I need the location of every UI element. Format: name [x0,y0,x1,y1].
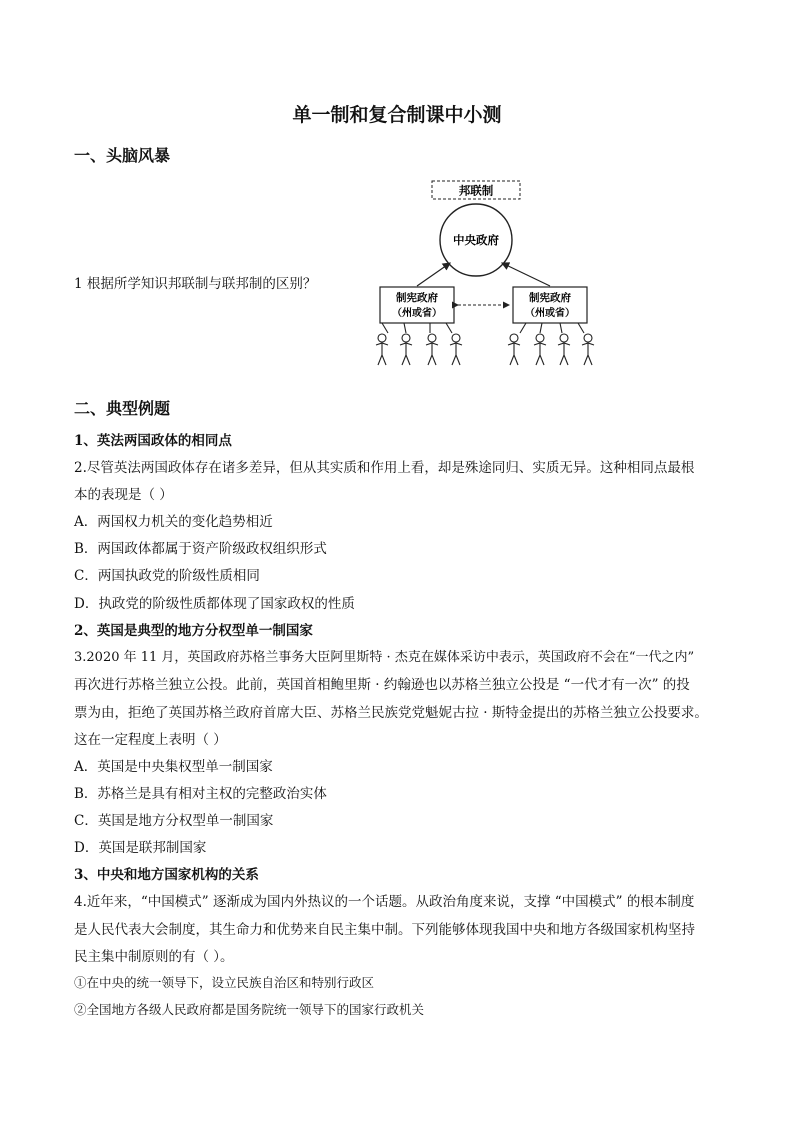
person-icon [508,323,526,365]
q3-option-d: D．英国是联邦制国家 [74,840,207,856]
q4-item-2: ②全国地方各级人民政府都是国务院统一领导下的国家行政机关 [74,1002,425,1017]
q3-option-c: C．英国是地方分权型单一制国家 [74,813,274,829]
person-icon [400,323,412,365]
person-icon [534,323,546,365]
subheading-1: 1、英法两国政体的相同点 [74,433,232,449]
person-icon [558,323,570,365]
q3-line-1: 3.2020 年 11 月，英国政府苏格兰事务大臣阿里斯特 · 杰克在媒体采访中表示，英国政府不会在“一代之内” [74,650,695,665]
right-arrow [502,263,550,286]
subheading-2: 2、英国是典型的地方分权型单一制国家 [74,623,313,639]
q4-line-1: 4.近年来，“中国模式” 逐渐成为国内外热议的一个话题。从政治角度来说，支撑 “中国模式” 的根本制度 [74,894,695,910]
q3-option-b: B．苏格兰是具有相对主权的完整政治实体 [74,786,327,802]
person-icon [446,323,462,365]
left-state-label-1: 制宪政府 [396,292,438,304]
central-government-label: 中央政府 [453,233,499,247]
left-state-label-2: （州或省） [392,308,442,319]
person-icon [376,323,388,365]
confederation-label: 邦联制 [458,183,494,198]
person-icon [578,323,594,365]
q4-item-1: ①在中央的统一领导下，设立民族自治区和特别行政区 [74,975,375,990]
q2-line-1: 2.尽管英法两国政体存在诸多差异，但从其实质和作用上看，却是殊途同归、实质无异。这种相同点最根 [74,460,695,476]
q4-line-2: 是人民代表大会制度，其生命力和优势来自民主集中制。下列能够体现我国中央和地方各级国家机构坚持 [74,922,695,938]
person-icon [426,323,438,365]
federal-diagram [360,175,610,370]
right-state-label-2: （州或省） [525,308,575,319]
q3-line-3: 票为由，拒绝了英国苏格兰政府首席大臣、苏格兰民族党党魁妮古拉 · 斯特金提出的苏格兰独立公投要求。 [74,705,708,721]
q2-option-b: B．两国政体都属于资产阶级政权组织形式 [74,541,327,557]
q2-option-c: C．两国执政党的阶级性质相同 [74,568,260,584]
section-heading-brainstorm: 一、头脑风暴 [74,146,171,165]
q2-option-a: A．两国权力机关的变化趋势相近 [74,514,273,530]
page-title: 单一制和复合制课中小测 [292,104,502,126]
q2-line-2: 本的表现是（ ） [74,487,173,503]
right-state-label-1: 制宪政府 [529,292,571,304]
q3-option-a: A．英国是中央集权型单一制国家 [74,759,273,775]
q4-line-3: 民主集中制原则的有（ ）。 [74,949,234,965]
q3-line-2: 再次进行苏格兰独立公投。此前，英国首相鲍里斯 · 约翰逊也以苏格兰独立公投是 “一代才有一次” 的投 [74,677,690,693]
q3-line-4: 这在一定程度上表明（ ） [74,732,227,748]
section-heading-examples: 二、典型例题 [74,399,171,418]
subheading-3: 3、中央和地方国家机构的关系 [74,867,259,883]
question-1: 1 根据所学知识邦联制与联邦制的区别？ [74,276,317,292]
q2-option-d: D．执政党的阶级性质都体现了国家政权的性质 [74,596,355,612]
left-arrow [417,263,450,286]
